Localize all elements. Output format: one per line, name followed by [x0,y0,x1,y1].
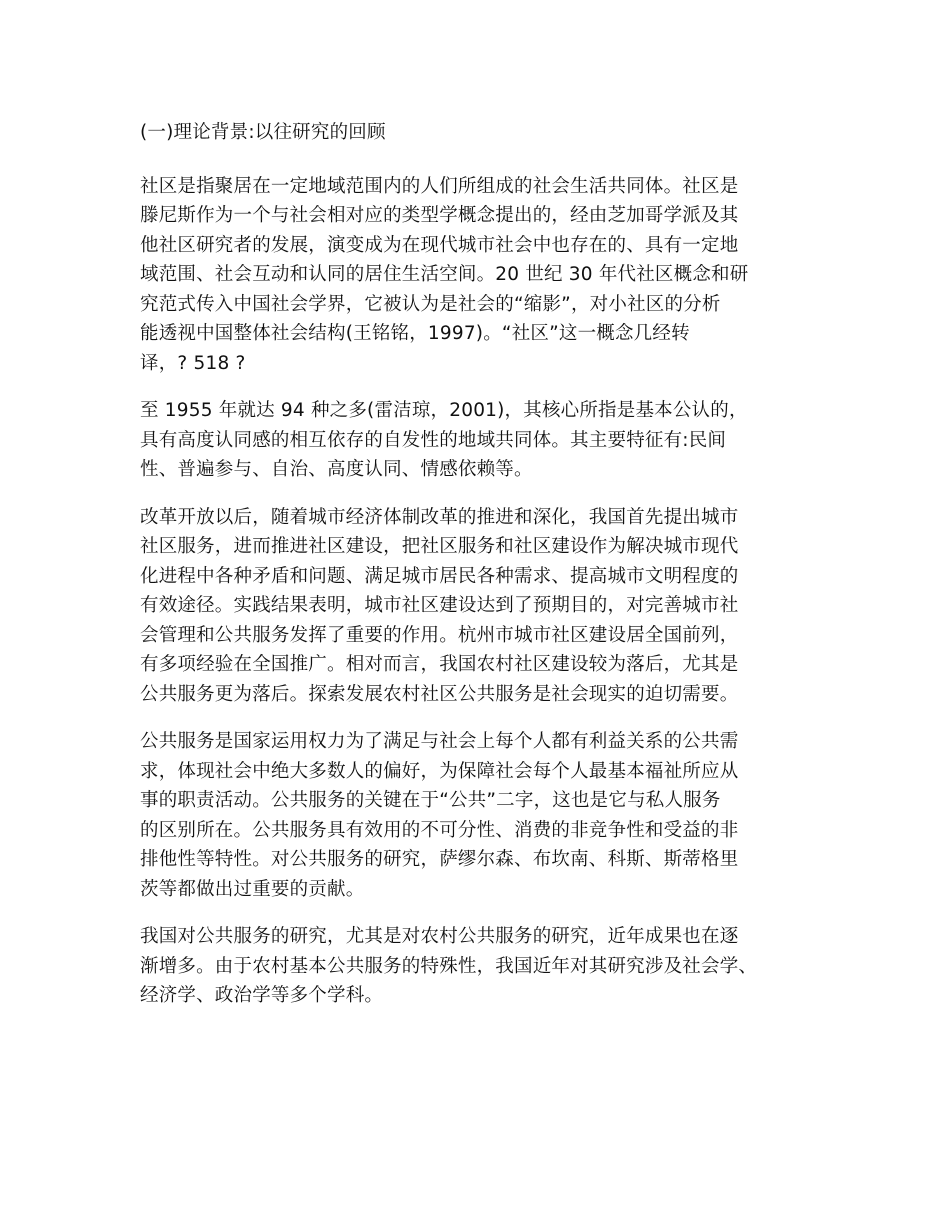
paragraph [140,922,830,1011]
paragraph-line: 滕尼斯作为一个与社会相对应的类型学概念提出的，经由芝加哥学派及其 [140,205,739,226]
paragraph [140,503,830,710]
paragraph [140,172,830,379]
paragraph-line: 经济学、政治学等多个学科。 [140,985,384,1006]
paragraph-line: 公共服务更为落后。探索发展农村社区公共服务是社会现实的迫切需要。 [140,683,739,705]
paragraph-line: 会管理和公共服务发挥了重要的作用。杭州市城市社区建设居全国前列， [140,624,739,646]
paragraph-line: 的区别所在。公共服务具有效用的不可分性、消费的非竞争性和受益的非 [140,819,739,841]
paragraph-line: 具有高度认同感的相互依存的自发性的地域共同体。其主要特征有:民间 [140,429,727,451]
paragraph [140,396,830,485]
paragraph-line: 有多项经验在全国推广。相对而言，我国农村社区建设较为落后，尤其是 [140,654,739,675]
paragraph-line: 域范围、社会互动和认同的居住生活空间。20 世纪 30 年代社区概念和研 [140,264,749,285]
document-body [140,118,830,1029]
paragraph-line: 究范式传入中国社会学界，它被认为是社会的“缩影”，对小社区的分析 [140,293,721,315]
paragraph-line: 社区是指聚居在一定地域范围内的人们所组成的社会生活共同体。社区是 [140,175,739,197]
paragraph-line: 改革开放以后，随着城市经济体制改革的推进和深化，我国首先提出城市 [140,506,739,528]
paragraph-line: 化进程中各种矛盾和问题、满足城市居民各种需求、提高城市文明程度的 [140,565,739,587]
paragraph-line: 我国对公共服务的研究，尤其是对农村公共服务的研究，近年成果也在逐 [140,926,739,947]
section-heading: (一)理论背景:以往研究的回顾 [140,122,386,143]
paragraph-line: 至 1955 年就达 94 种之多(雷洁琼，2001)，其核心所指是基本公认的， [140,400,748,421]
paragraph [140,727,830,904]
paragraph-line: 茨等都做出过重要的贡献。 [140,878,365,900]
paragraph-line: 公共服务是国家运用权力为了满足与社会上每个人都有利益关系的公共需 [140,731,739,752]
paragraph-line: 求，体现社会中绝大多数人的偏好，为保障社会每个人最基本福祉所应从 [140,760,739,782]
paragraph-line: 译，? 518 ? [140,352,246,374]
paragraph-line: 社区服务，进而推进社区建设，把社区服务和社区建设作为解决城市现代 [140,536,739,557]
paragraph-line: 渐增多。由于农村基本公共服务的特殊性，我国近年对其研究涉及社会学、 [140,955,758,977]
paragraph-line: 排他性等特性。对公共服务的研究，萨缪尔森、布坎南、科斯、斯蒂格里 [140,849,739,870]
paragraph-line: 性、普遍参与、自治、高度认同、情感依赖等。 [140,459,533,480]
paragraph-line: 事的职责活动。公共服务的关键在于“公共”二字，这也是它与私人服务 [140,790,721,811]
paragraph-line: 能透视中国整体社会结构(王铭铭，1997)。“社区”这一概念几经转 [140,323,690,344]
paragraph-line: 他社区研究者的发展，演变成为在现代城市社会中也存在的、具有一定地 [140,234,739,256]
paragraph-line: 有效途径。实践结果表明，城市社区建设达到了预期目的，对完善城市社 [140,595,739,616]
